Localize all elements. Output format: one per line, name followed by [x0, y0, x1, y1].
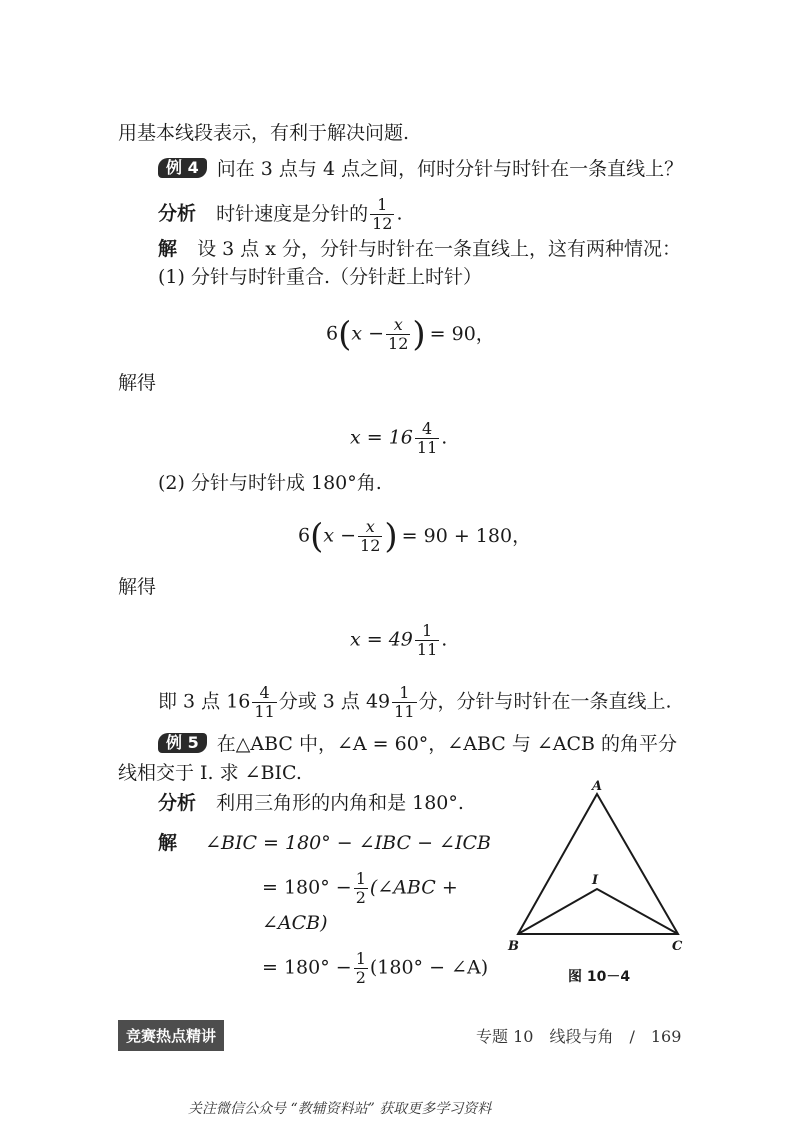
result-2: [350, 622, 447, 659]
eq2-inner: x −: [323, 524, 357, 547]
vertex-c-label: C: [672, 939, 683, 954]
fraction-numerator: 1: [399, 683, 410, 702]
example-4-badge: 例 4: [158, 158, 207, 178]
analysis-text: 利用三角形的内角和是 180°.: [216, 792, 464, 814]
example-5-question-line-1: [158, 733, 677, 754]
conclusion-part-a: 即 3 点 16: [158, 690, 251, 713]
eq1-fraction: [386, 316, 410, 353]
solution-line-4-a: = 180° −: [262, 956, 352, 979]
equation-1: [326, 316, 495, 353]
example-5-question-text-1: 在△ABC 中，∠A = 60°，∠ABC 与 ∠ACB 的角平分: [216, 733, 678, 755]
fraction-numerator: 1: [355, 949, 366, 968]
example-5-solution-line-4: [262, 950, 488, 987]
left-paren: (: [310, 516, 324, 557]
footer-chapter-page: 专题 10 线段与角 / 169: [476, 1027, 682, 1046]
fraction-denominator: 2: [355, 968, 366, 987]
triangle-figure: [500, 772, 700, 992]
result-1-left: x = 16: [350, 426, 413, 449]
eq1-right: = 90，: [429, 322, 495, 345]
footer-section-tag: 竞赛热点精讲: [118, 1020, 224, 1051]
example-5-solution-line-3: [262, 914, 328, 933]
case-1-text: (1) 分针与时针重合.（分针赶上时针）: [158, 266, 482, 288]
solution-text: 设 3 点 x 分，分针与时针在一条直线上，这有两种情况：: [197, 238, 682, 260]
fraction-denominator: 12: [372, 214, 393, 233]
example-4-question: [158, 158, 683, 179]
fraction-numerator: 1: [377, 195, 388, 214]
example-5-badge: 例 5: [158, 733, 207, 753]
analysis-label: 分析: [158, 792, 197, 814]
analysis-end: .: [396, 202, 403, 225]
example-5-solution-line-2: [262, 870, 458, 907]
fraction-numerator: 4: [421, 419, 433, 438]
conclusion-part-c: 分，分针与时针在一条直线上.: [418, 690, 672, 713]
example-5-solution-line-1: [158, 834, 491, 853]
left-paren: (: [338, 314, 352, 355]
case-2-text: (2) 分针与时针成 180°角.: [158, 472, 382, 494]
fraction-denominator: 11: [416, 438, 438, 457]
intro-text: 用基本线段表示，有利于解决问题.: [118, 122, 410, 144]
analysis-fraction: [370, 196, 394, 233]
conclusion-part-b: 分或 3 点 49: [278, 690, 391, 713]
incenter-i-label: I: [592, 873, 599, 888]
result-1-fraction: [415, 420, 439, 457]
vertex-b-label: B: [508, 939, 519, 954]
case-1: [158, 268, 482, 287]
example-5-question-line-2: [118, 764, 302, 783]
solution-line-3: ∠ACB): [262, 912, 328, 934]
analysis-text: 时针速度是分针的: [216, 202, 369, 225]
fraction-denominator: 12: [360, 536, 381, 555]
example-4-conclusion: [158, 684, 672, 721]
solve-2: [118, 578, 156, 597]
solve-2-text: 解得: [118, 576, 157, 598]
solution-line-1: ∠BIC = 180° − ∠IBC − ∠ICB: [205, 832, 491, 854]
solution-line-2-fraction: [354, 870, 368, 907]
solve-1-text: 解得: [118, 372, 157, 394]
result-1-end: .: [441, 426, 448, 449]
fraction-numerator: 4: [259, 683, 270, 702]
result-2-end: .: [441, 628, 448, 651]
fraction-denominator: 12: [388, 334, 409, 353]
fraction-denominator: 2: [355, 888, 366, 907]
right-paren: ): [384, 516, 398, 557]
example-5-question-text-2: 线相交于 I. 求 ∠BIC.: [118, 762, 302, 784]
figure-caption: 图 10－4: [568, 969, 631, 985]
eq1-coefficient: 6: [326, 322, 339, 345]
intro-line: [118, 124, 409, 143]
fraction-denominator: 11: [416, 640, 438, 659]
eq2-coefficient: 6: [298, 524, 311, 547]
fraction-denominator: 11: [394, 702, 415, 721]
solution-label: 解: [158, 832, 178, 854]
fraction-numerator: 1: [421, 621, 433, 640]
conclusion-fraction-2: [392, 684, 416, 721]
angle-bisectors: [518, 889, 678, 934]
example-5-analysis: [158, 794, 464, 813]
eq1-inner: x −: [351, 322, 385, 345]
equation-2: [298, 518, 531, 555]
solution-line-4-b: (180° − ∠A): [369, 956, 489, 979]
triangle-abc: [518, 794, 678, 934]
example-4-question-text: 问在 3 点与 4 点之间，何时分针与时针在一条直线上？: [216, 158, 684, 180]
vertex-a-label: A: [592, 779, 603, 794]
fraction-numerator: x: [365, 517, 375, 536]
result-1: [350, 420, 447, 457]
eq2-right: = 90 + 180，: [401, 524, 532, 547]
eq2-fraction: [358, 518, 382, 555]
solution-label: 解: [158, 238, 178, 260]
solution-line-2-a: = 180° −: [262, 876, 352, 899]
right-paren: ): [412, 314, 426, 355]
fraction-numerator: x: [393, 315, 403, 334]
example-4-analysis: [158, 196, 402, 233]
fraction-denominator: 11: [254, 702, 275, 721]
solve-1: [118, 374, 156, 393]
conclusion-fraction-1: [252, 684, 276, 721]
result-2-fraction: [415, 622, 439, 659]
result-2-left: x = 49: [350, 628, 413, 651]
solution-line-2-b: (∠ABC +: [369, 876, 458, 899]
bottom-watermark-note: 关注微信公众号 “教辅资料站” 获取更多学习资料: [188, 1101, 492, 1117]
solution-line-4-fraction: [354, 950, 368, 987]
analysis-label: 分析: [158, 202, 197, 225]
example-4-solution: [158, 240, 681, 259]
case-2: [158, 474, 382, 493]
fraction-numerator: 1: [355, 869, 366, 888]
